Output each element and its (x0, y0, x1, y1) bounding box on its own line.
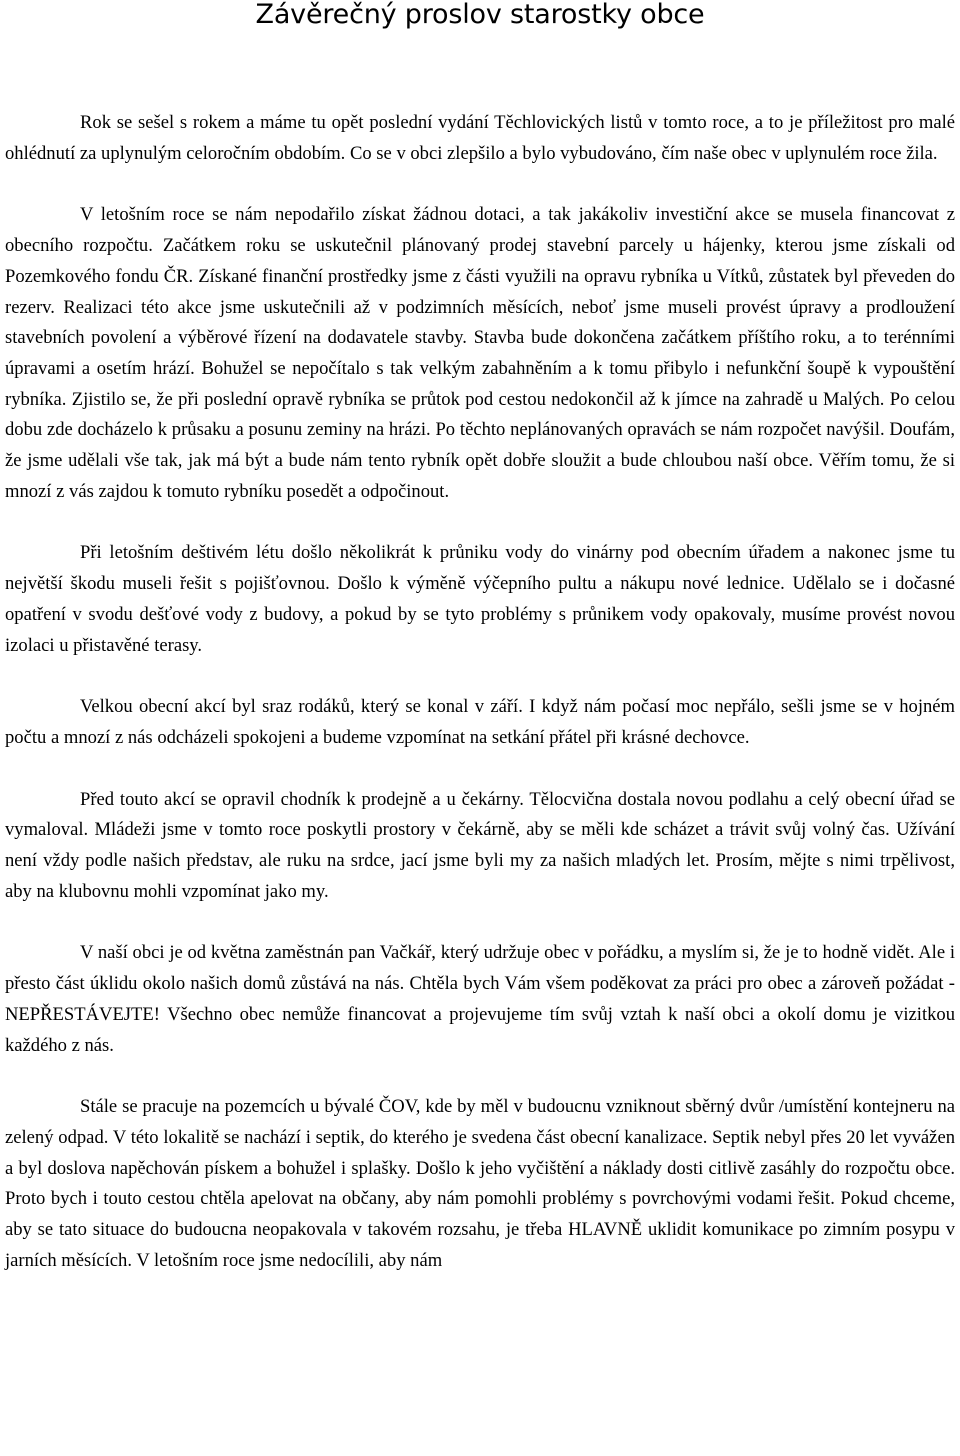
document-title: Závěrečný proslov starostky obce (255, 0, 705, 30)
paragraph-pond-repair: V letošním roce se nám nepodařilo získat žádnou dotaci, a tak jakákoliv investiční akce se musela financovat z obecního rozpočtu. Začátkem roku se uskutečnil plánovaný prodej stavební parcely u hájenky, kterou jsme získali od Pozemkového fondu ČR. Získané finanční prostředky jsme z části využili na opravu rybníka u Vítků, zůstatek byl převeden do rezerv. Realizaci této akce jsme uskutečnili až v podzimních měsících, neboť jsme museli provést úpravy a prodloužení stavebních povolení a výběrové řízení na dodavatele stavby. Stavba bude dokončena začátkem příštího roku, a to terénními úpravami a osetím hrází. Bohužel se nepočítalo s tak velkým zabahněním a k tomu přibylo i nefunkční šoupě k vypouštění rybníka. Zjistilo se, že při poslední opravě rybníka se průtok pod cestou nedokončil až k jímce na zahradě u Malých. Po celou dobu zde docházelo k průsaku a posunu zeminy na hrázi. Po těchto neplánovaných opravách se nám rozpočet navýšil. Doufám, že jsme udělali vše tak, jak má být a bude nám tento rybník opět dobře sloužit a bude chloubou naší obce. Věřím tomu, že si mnozí z vás zajdou k tomuto rybníku posedět a odpočinout. (5, 204, 955, 502)
paragraph-intro: Rok se sešel s rokem a máme tu opět poslední vydání Těchlovických listů v tomto roce, a to je příležitost pro malé ohlédnutí za uplynulým celoročním obdobím. Co se v obci zlepšilo a bylo vybudováno, čím naše obec v uplynulém roce žila. (5, 112, 955, 164)
paragraph-wine-bar: Při letošním deštivém létu došlo několikrát k průniku vody do vinárny pod obecním úřadem a nakonec jsme tu největší škodu museli řešit s pojišťovnou. Došlo k výměně výčepního pultu a nákupu nové lednice. Udělalo se i dočasné opatření v svodu dešťové vody z budovy, a pokud by se tyto problémy s průnikem vody opakovaly, musíme provést novou izolaci u přistavěné terasy. (5, 542, 955, 656)
paragraph-reunion: Velkou obecní akcí byl sraz rodáků, který se konal v září. I když nám počasí moc nepřálo, sešli jsme se v hojném počtu a mnozí z nás odcházeli spokojeni a budeme vzpomínat na setkání přátel při krásné dechovce. (5, 696, 955, 748)
paragraph-sidewalk: Před touto akcí se opravil chodník k prodejně a u čekárny. Tělocvična dostala novou podlahu a celý obecní úřad se vymaloval. Mládeži jsme v tomto roce poskytli prostory v čekárně, aby se měli kde scházet a trávit svůj volný čas. Užívání není vždy podle našich představ, ale ruku na srdce, jací jsme byli my za našich mladých let. Prosím, mějte s nimi trpělivost, aby na klubovnu mohli vzpomínat jako my. (5, 788, 955, 902)
paragraph-maintenance: V naší obci je od května zaměstnán pan Vačkář, který udržuje obec v pořádku, a myslím si, že je to hodně vidět. Ale i přesto část úklidu okolo našich domů zůstává na nás. Chtěla bych Vám všem poděkovat za práci pro obec a zároveň požádat - NEPŘESTÁVEJTE! Všechno obec nemůže financovat a projevujeme tím svůj vztah k naší obci a okolí domu je vizitkou každého z nás. (5, 942, 955, 1056)
document-page (5, 0, 955, 1277)
paragraph-septic: Stále se pracuje na pozemcích u bývalé ČOV, kde by měl v budoucnu vzniknout sběrný dvůr /umístění kontejneru na zelený odpad. V této lokalitě se nachází i septik, do kterého je svedena část obecní kanalizace. Septik nebyl přes 20 let vyvážen a byl doslova napěchován pískem a bohužel i splašky. Došlo k jeho vyčištění a náklady dosti citlivě zasáhly do rozpočtu obce. Proto bych i touto cestou chtěla apelovat na občany, aby nám pomohli problémy s povrchovými vodami řešit. Pokud chceme, aby se tato situace do budoucna neopakovala v takovém rozsahu, je třeba HLAVNĚ uklidit komunikace po zimním posypu v jarních měsících. V letošním roce jsme nedocílili, aby nám (5, 1096, 955, 1271)
